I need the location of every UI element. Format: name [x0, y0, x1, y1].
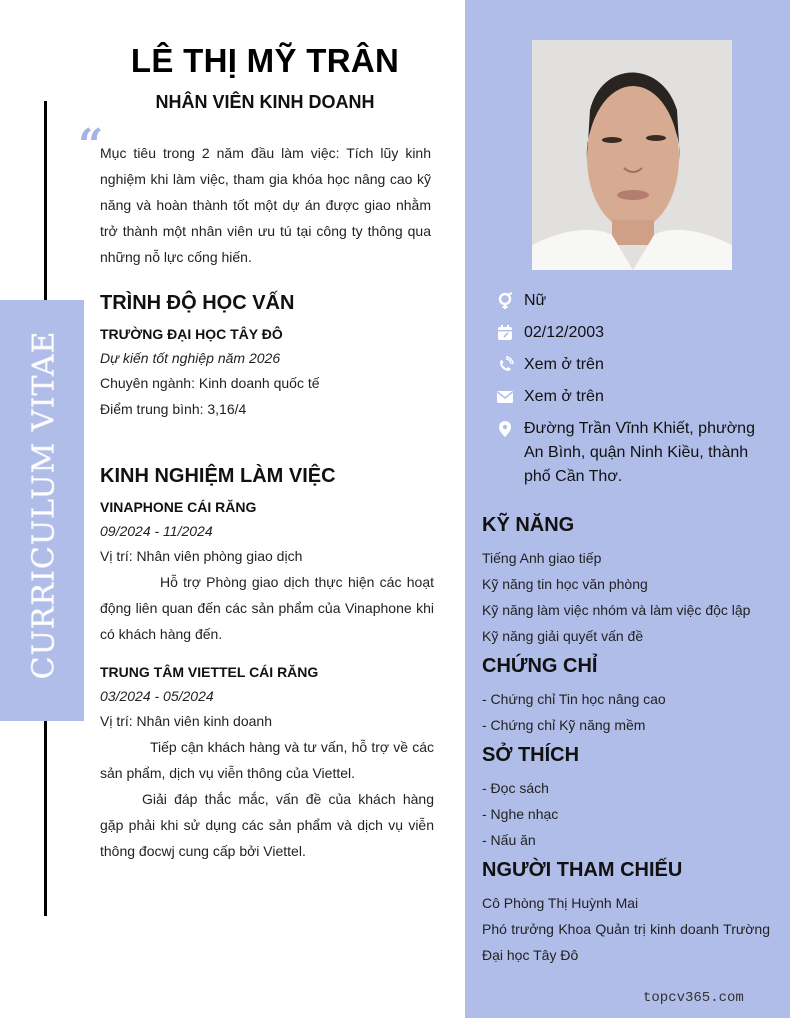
job-period: 03/2024 - 05/2024 — [100, 688, 214, 704]
phone-value: Xem ở trên — [524, 356, 604, 373]
phone-icon — [496, 356, 514, 374]
job-period: 09/2024 - 11/2024 — [100, 523, 213, 539]
email-value: Xem ở trên — [524, 388, 604, 405]
references-heading: NGƯỜI THAM CHIẾU — [482, 859, 683, 881]
career-objective: Mục tiêu trong 2 năm đầu làm việc: Tích lũy kinh nghiệm khi làm việc, tham gia khóa học nâng cao kỹ năng và hoàn thành tốt một dự án được giao nhằm trở thành một nhân viên ưu tú tại công ty thông qua những nỗ lực cống hiến. — [100, 145, 431, 265]
gender-value: Nữ — [524, 292, 547, 309]
gender-icon — [496, 292, 514, 310]
reference-name: Cô Phòng Thị Huỳnh Mai — [482, 895, 639, 911]
location-icon — [496, 420, 514, 438]
email-icon — [496, 388, 514, 406]
job-description: Tiếp cận khách hàng và tư vấn, hỗ trợ về các sản phẩm, dịch vụ viễn thông của Viettel. — [100, 739, 434, 781]
birthday-value: 02/12/2003 — [524, 324, 605, 341]
contact-gender — [496, 289, 776, 313]
education-gpa: Điểm trung bình: 3,16/4 — [100, 401, 247, 417]
contact-birthday — [496, 321, 776, 345]
job-description: Giải đáp thắc mắc, vấn đề của khách hàng gặp phải khi sử dụng các sản phẩm và dịch vụ viễn thông đocwj cung cấp bởi Viettel. — [100, 791, 434, 859]
education-school: TRƯỜNG ĐẠI HỌC TÂY ĐÔ — [100, 326, 283, 342]
hobby-item: - Nấu ăn — [482, 832, 536, 848]
decorative-line-bottom — [44, 690, 47, 916]
calendar-icon — [496, 324, 514, 342]
profile-photo — [532, 40, 732, 270]
skills-heading: KỸ NĂNG — [482, 514, 575, 536]
job-position: Vị trí: Nhân viên phòng giao dịch — [100, 548, 303, 564]
certificate-item: - Chứng chỉ Tin học nâng cao — [482, 691, 666, 707]
certificate-item: - Chứng chỉ Kỹ năng mềm — [482, 717, 646, 733]
watermark: topcv365.com — [643, 990, 744, 1006]
contact-address — [496, 417, 776, 489]
job-company: TRUNG TÂM VIETTEL CÁI RĂNG — [100, 664, 319, 680]
contact-email — [496, 385, 776, 409]
job-company: VINAPHONE CÁI RĂNG — [100, 499, 257, 515]
skill-item: Kỹ năng làm việc nhóm và làm việc độc lập — [482, 602, 751, 618]
education-heading: TRÌNH ĐỘ HỌC VẤN — [100, 292, 295, 314]
skill-item: Kỹ năng giải quyết vấn đề — [482, 628, 644, 644]
education-major: Chuyên ngành: Kinh doanh quốc tế — [100, 375, 320, 391]
job-position: Vị trí: Nhân viên kinh doanh — [100, 713, 272, 729]
hobby-item: - Đọc sách — [482, 780, 549, 796]
job-description: Hỗ trợ Phòng giao dịch thực hiện các hoạt động liên quan đến các sản phẩm của Vinaphone khi có khách hàng đến. — [100, 574, 434, 642]
candidate-name: LÊ THỊ MỸ TRÂN — [130, 42, 400, 79]
contact-phone — [496, 353, 776, 377]
hobbies-heading: SỞ THÍCH — [482, 744, 580, 766]
curriculum-vitae-label: CURRICULUM VITAE — [26, 330, 62, 680]
certificates-heading: CHỨNG CHỈ — [482, 655, 598, 677]
job-title: NHÂN VIÊN KINH DOANH — [155, 92, 375, 112]
quote-icon: “ — [78, 120, 104, 171]
education-graduation: Dự kiến tốt nghiệp năm 2026 — [100, 350, 281, 366]
skill-item: Tiếng Anh giao tiếp — [482, 550, 602, 566]
skill-item: Kỹ năng tin học văn phòng — [482, 576, 648, 592]
hobby-item: - Nghe nhạc — [482, 806, 559, 822]
address-value: Đường Trần Vĩnh Khiết, phường An Bình, quận Ninh Kiều, thành phố Cần Thơ. — [524, 420, 755, 485]
experience-heading: KINH NGHIỆM LÀM VIỆC — [100, 465, 336, 487]
decorative-line-top — [44, 101, 47, 327]
reference-role: Phó trưởng Khoa Quản trị kinh doanh Trường Đại học Tây Đô — [482, 921, 770, 963]
